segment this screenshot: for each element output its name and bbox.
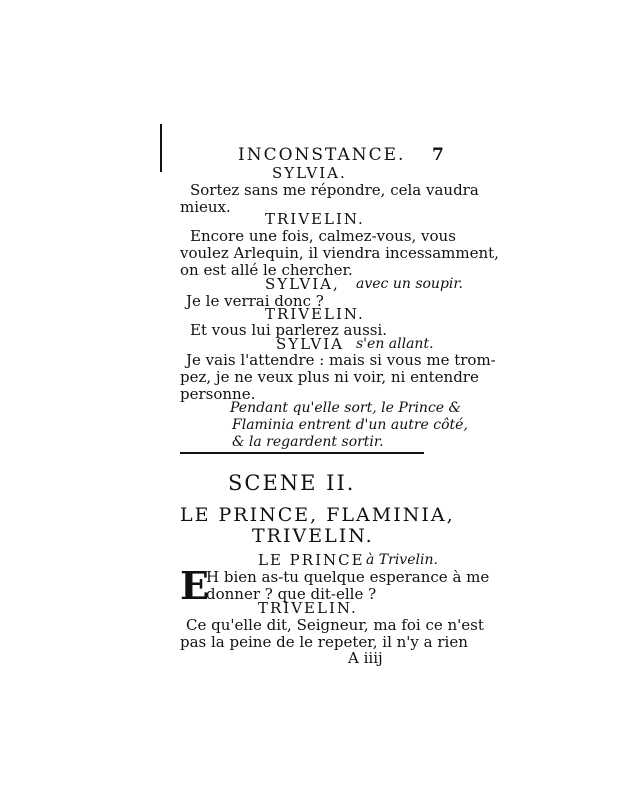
text-line: mieux. bbox=[180, 198, 231, 216]
text-line: Et vous lui parlerez aussi. bbox=[190, 321, 388, 339]
text-line: Encore une fois, calmez-vous, vous bbox=[190, 227, 456, 245]
stage-direction: Pendant qu'elle sort, le Prince & bbox=[230, 400, 461, 416]
drop-cap: E bbox=[180, 563, 209, 608]
running-head-title: INCONSTANCE. bbox=[238, 145, 406, 165]
text-line: Je vais l'attendre : mais si vous me trom- bbox=[186, 351, 496, 369]
scene-heading: SCENE II. bbox=[228, 471, 356, 495]
speaker-sylvia: SYLVIA bbox=[276, 335, 344, 353]
speaker-trivelin: TRIVELIN. bbox=[265, 210, 365, 228]
text-line: H bien as-tu quelque esperance à me bbox=[206, 568, 490, 586]
margin-rule bbox=[160, 124, 162, 172]
text-line: Ce qu'elle dit, Seigneur, ma foi ce n'est bbox=[186, 616, 484, 634]
stage-direction: Flaminia entrent d'un autre côté, bbox=[232, 417, 468, 433]
text-line: Sortez sans me répondre, cela vaudra bbox=[190, 181, 479, 199]
speaker-sylvia: SYLVIA, bbox=[265, 275, 340, 293]
text-line: Je le verrai donc ? bbox=[186, 292, 324, 310]
section-separator bbox=[180, 452, 424, 454]
stage-direction: avec un soupir. bbox=[356, 276, 463, 292]
page-number: 7 bbox=[432, 145, 444, 165]
signature-mark: A iiij bbox=[348, 649, 383, 667]
scene-cast-line: TRIVELIN. bbox=[252, 525, 374, 547]
text-line: on est allé le chercher. bbox=[180, 261, 353, 279]
speaker-trivelin: TRIVELIN. bbox=[265, 305, 365, 323]
text-line: personne. bbox=[180, 385, 256, 403]
speaker-sylvia: SYLVIA. bbox=[272, 164, 347, 182]
scene-cast-line: LE PRINCE, FLAMINIA, bbox=[180, 504, 455, 526]
stage-direction: s'en allant. bbox=[356, 336, 434, 352]
text-line: pas la peine de le repeter, il n'y a rien bbox=[180, 633, 468, 651]
speaker-trivelin: TRIVELIN. bbox=[258, 599, 358, 617]
text-line: voulez Arlequin, il viendra incessamment, bbox=[180, 244, 499, 262]
stage-direction: & la regardent sortir. bbox=[232, 434, 384, 450]
speaker-prince: LE PRINCE bbox=[258, 551, 365, 569]
text-line: pez, je ne veux plus ni voir, ni entendre bbox=[180, 368, 479, 386]
stage-direction: à Trivelin. bbox=[366, 552, 438, 568]
text-line: donner ? que dit-elle ? bbox=[206, 585, 377, 603]
